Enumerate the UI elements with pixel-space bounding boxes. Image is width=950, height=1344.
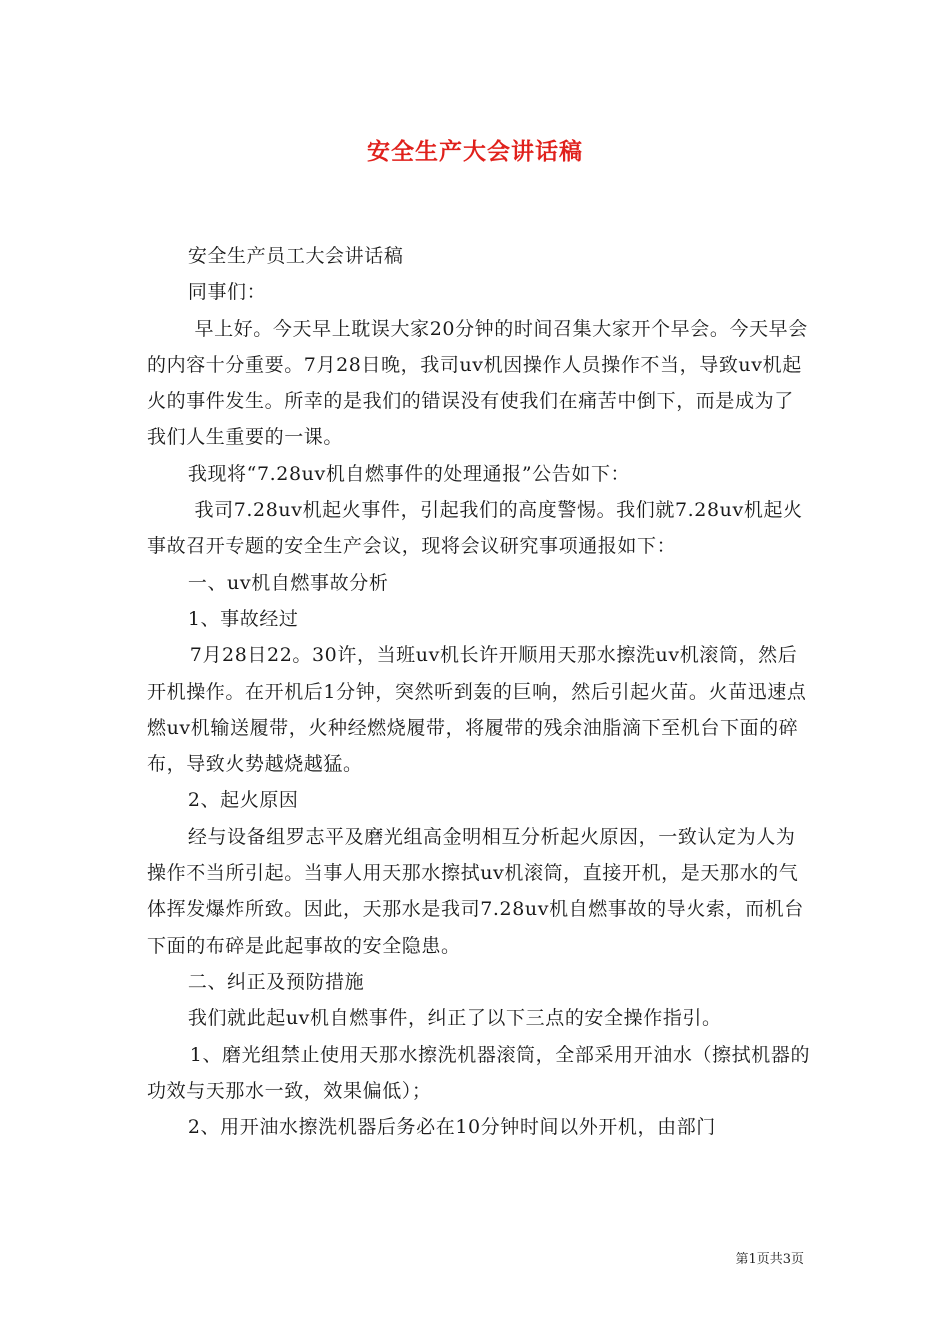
paragraph-greeting: 早上好。今天早上耽误大家20分钟的时间召集大家开个早会。今天早会的内容十分重要。7月28日晚，我司uv机因操作人员操作不当，导致uv机起火的事件发生。所幸的是我们的错误没有使我们在痛苦中倒下，而是成为了我们人生重要的一课。 [147,317,808,449]
document-title: 安全生产大会讲话稿 [367,138,583,165]
paragraph-measures-intro: 我们就此起uv机自燃事件，纠正了以下三点的安全操作指引。 [187,1007,722,1030]
paragraph-cause: 经与设备组罗志平及磨光组高金明相互分析起火原因，一致认定为人为操作不当所引起。当事人用天那水擦拭uv机滚筒，直接开机，是天那水的气体挥发爆炸所致。因此，天那水是我司7.28uv机自燃事故的导火索，而机台下面的布碎是此起事故的安全隐患。 [147,825,804,957]
document-body [147,238,812,1145]
paragraph-notice: 我司7.28uv机起火事件，引起我们的高度警惕。我们就7.28uv机起火事故召开专题的安全生产会议，现将会议研究事项通报如下： [147,499,803,558]
paragraph-announcement: 我现将“7.28uv机自燃事件的处理通报”公告如下： [187,462,631,485]
section-heading-analysis: 一、uv机自燃事故分析 [187,571,389,594]
page-number: 第1页共3页 [735,1252,804,1267]
paragraph-salutation: 同事们： [187,281,267,304]
section-heading-measures: 二、纠正及预防措施 [187,970,365,993]
paragraph-measure-1: 1、磨光组禁止使用天那水擦洗机器滚筒，全部采用开油水（擦拭机器的功效与天那水一致，效果偏低）； [147,1043,811,1102]
paragraph-process: 7月28日22。30许，当班uv机长许开顺用天那水擦洗uv机滚筒，然后开机操作。在开机后1分钟，突然听到轰的巨响，然后引起火苗。火苗迅速点燃uv机输送履带，火种经燃烧履带，将履带的残余油脂滴下至机台下面的碎布，导致火势越烧越猛。 [147,644,807,776]
paragraph-subtitle: 安全生产员工大会讲话稿 [187,245,404,267]
paragraph-measure-2: 2、用开油水擦洗机器后务必在10分钟时间以外开机，由部门 [187,1116,716,1139]
subsection-heading-process: 1、事故经过 [187,607,299,630]
subsection-heading-cause: 2、起火原因 [187,789,299,812]
